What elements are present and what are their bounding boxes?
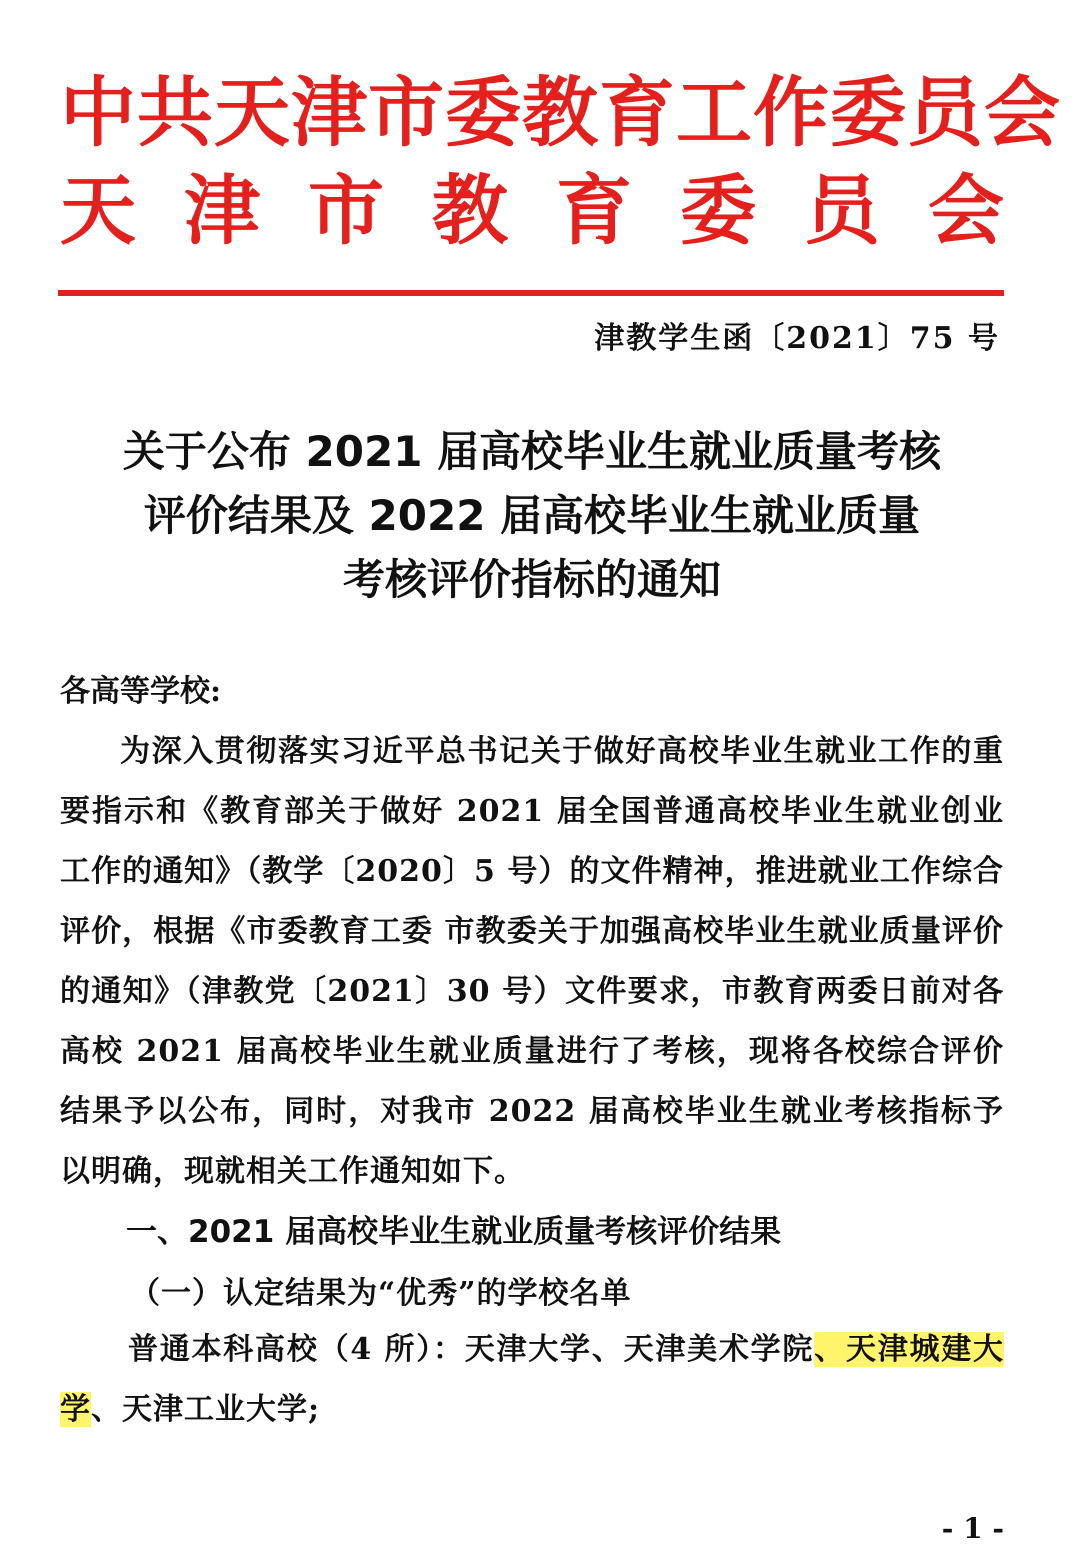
issuer-char: 育 (556, 166, 632, 255)
list-separator: 、 (814, 1332, 846, 1367)
list-ending: ; (308, 1392, 321, 1427)
notice-title-line-3: 考核评价指标的通知 (342, 555, 721, 604)
issuer-char: 津 (184, 166, 260, 255)
highlighted-school-name: 天津城建大学 (60, 1332, 1004, 1427)
issuer-char: 天 (60, 166, 136, 255)
salutation: 各高等学校: (60, 674, 222, 709)
issuer-char: 会 (928, 166, 1004, 255)
issuer-name-line-1: 中共天津市委教育工作委员会 (60, 68, 1061, 157)
list-separator: 、 (591, 1332, 624, 1367)
notice-title-line-1: 关于公布 2021 届高校毕业生就业质量考核 (122, 427, 942, 476)
school-name: 天津美术学院 (623, 1332, 815, 1367)
red-divider (58, 290, 1004, 296)
section-heading: 一、2021 届高校毕业生就业质量考核评价结果 (126, 1214, 782, 1250)
intro-paragraph: 为深入贯彻落实习近平总书记关于做好高校毕业生就业工作的重要指示和《教育部关于做好 2021 届全国普通高校毕业生就业创业工作的通知》（教学〔2020〕5 号）的文件精神，推进就业工作综合评价，根据《市委教育工委 市教委关于加强高校毕业生就业质量评价的通知》（津教党〔2021〕30 号）文件要求，市教育两委日前对各高校 2021 届高校毕业生就业质量进行了考核，现将各校综合评价结果予以公布，同时，对我市 2022 届高校毕业生就业考核指标予以明确，现就相关工作通知如下。 (60, 734, 1004, 1189)
notice-title-line-2: 评价结果及 2022 届高校毕业生就业质量 (143, 491, 921, 540)
issuer-name-line-2 (60, 150, 1004, 259)
page-number: - 1 - (941, 1512, 1004, 1545)
issuer-char: 员 (804, 166, 880, 255)
issuer-char: 市 (308, 166, 384, 255)
school-name: 天津大学 (464, 1332, 592, 1367)
school-name: 天津工业大学 (122, 1392, 308, 1427)
issuer-char: 委 (680, 166, 756, 255)
list-separator: 、 (91, 1392, 122, 1427)
document-number: 津教学生函〔2021〕75 号 (594, 321, 1000, 356)
subsection-heading: （一）认定结果为“优秀”的学校名单 (130, 1276, 632, 1311)
school-category: 普通本科高校（4 所）： (128, 1332, 465, 1367)
excellent-school-list (60, 1320, 1004, 1440)
issuer-char: 教 (432, 166, 508, 255)
